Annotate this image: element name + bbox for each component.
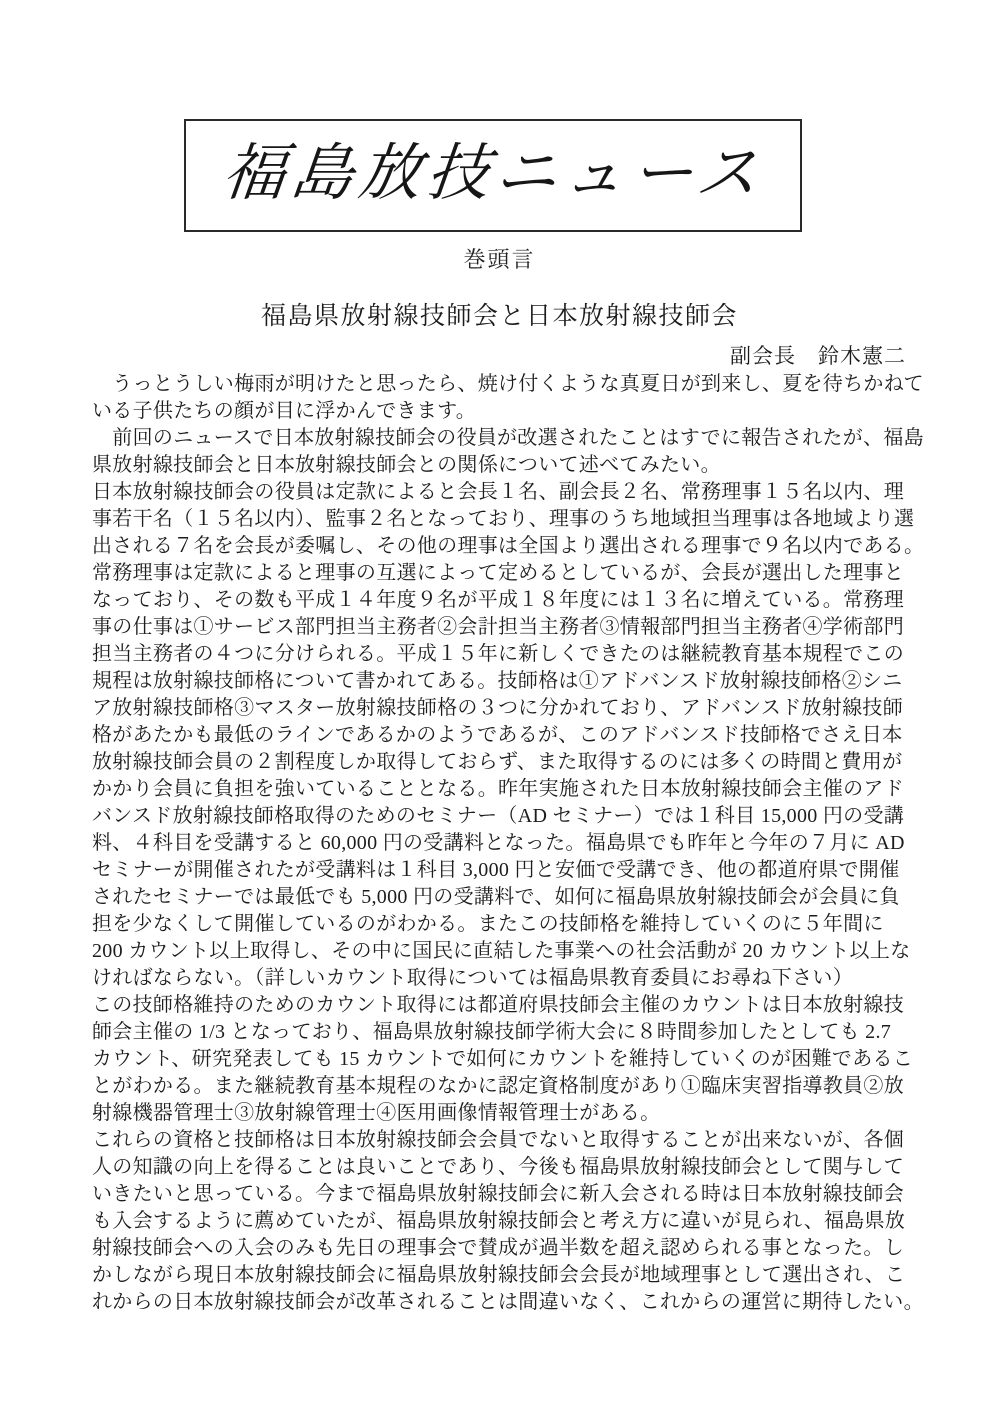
body-line: 事の仕事は①サービス部門担当主務者②会計担当主務者③情報部門担当主務者④学術部門 [92, 616, 904, 638]
body-line: 200 カウント以上取得し、その中に国民に直結した事業への社会活動が 20 カウント以上な [92, 940, 911, 962]
body-line: ア放射線技師格③マスター放射線技師格の３つに分かれており、アドバンスド放射線技師 [92, 697, 903, 719]
body-line: 放射線技師会員の２割程度しか取得しておらず、また取得するのには多くの時間と費用が [92, 751, 903, 773]
body-line: かかり会員に負担を強いていることとなる。昨年実施された日本放射線技師会主催のアド [92, 778, 904, 800]
body-line: 格があたかも最低のラインであるかのようであるが、このアドバンスド技師格でさえ日本 [92, 724, 903, 746]
body-line: 県放射線技師会と日本放射線技師会との関係について述べてみたい。 [92, 454, 721, 476]
body-line: バンスド放射線技師格取得のためのセミナー（AD セミナー）では１科目 15,000 円の受講 [92, 805, 905, 827]
article-body [92, 371, 925, 1316]
body-line: とがわかる。また継続教育基本規程のなかに認定資格制度があり①臨床実習指導教員②放 [92, 1075, 904, 1097]
body-line: されたセミナーでは最低でも 5,000 円の受講料で、如何に福島県放射線技師会が会員に負 [92, 886, 900, 908]
body-line: うっとうしい梅雨が明けたと思ったら、焼け付くような真夏日が到来し、夏を待ちかねて [92, 373, 924, 395]
body-line: 前回のニュースで日本放射線技師会の役員が改選されたことはすでに報告されたが、福島 [92, 427, 924, 449]
body-line: この技師格維持のためのカウント取得には都道府県技師会主催のカウントは日本放射線技 [92, 994, 904, 1016]
body-line: 人の知識の向上を得ることは良いことであり、今後も福島県放射線技師会として関与して [92, 1156, 904, 1178]
byline: 副会長 鈴木憲二 [730, 344, 906, 368]
body-line: 担を少なくして開催しているのがわかる。またこの技師格を維持していくのに５年間に [92, 913, 884, 935]
article-title: 福島県放射線技師会と日本放射線技師会 [260, 303, 738, 330]
body-line: ければならない。（詳しいカウント取得については福島県教育委員にお尋ね下さい） [92, 967, 853, 989]
body-line: 射線技師会への入会のみも先日の理事会で賛成が過半数を超え認められる事となった。し [92, 1237, 904, 1259]
body-line: 担当主務者の４つに分けられる。平成１５年に新しくできたのは継続教育基本規程でこの [92, 643, 904, 665]
body-line: 規程は放射線技師格について書かれてある。技師格は①アドバンスド放射線技師格②シニ [92, 670, 903, 692]
masthead-box [184, 119, 802, 232]
body-line: かしながら現日本放射線技師会に福島県放射線技師会会長が地域理事として選出され、こ [92, 1264, 906, 1286]
body-line: 日本放射線技師会の役員は定款によると会長１名、副会長２名、常務理事１５名以内、理 [92, 481, 904, 503]
body-line: 師会主催の 1/3 となっており、福島県放射線技師学術大会に８時間参加したとしても 2.7 [92, 1021, 892, 1043]
body-line: 事若干名（１５名以内）、監事２名となっており、理事のうち地域担当理事は各地域より選 [92, 508, 915, 530]
body-line: いる子供たちの顔が目に浮かんできます。 [92, 400, 477, 422]
body-line: も入会するように薦めていたが、福島県放射線技師会と考え方に違いが見られ、福島県放 [92, 1210, 906, 1232]
body-line: なっており、その数も平成１４年度９名が平成１８年度には１３名に増えている。常務理 [92, 589, 904, 611]
body-line: いきたいと思っている。今まで福島県放射線技師会に新入会される時は日本放射線技師会 [92, 1183, 904, 1205]
masthead-title: 福島放技ニュース [219, 140, 768, 208]
body-line: 射線機器管理士③放射線管理士④医用画像情報管理士がある。 [92, 1102, 661, 1124]
body-line: 出される７名を会長が委嘱し、その他の理事は全国より選出される理事で９名以内である。 [92, 535, 925, 557]
body-line: これらの資格と技師格は日本放射線技師会会員でないと取得することが出来ないが、各個 [92, 1129, 904, 1151]
body-line: カウント、研究発表しても 15 カウントで如何にカウントを維持していくのが困難であるこ [92, 1048, 914, 1070]
body-line: セミナーが開催されたが受講料は１科目 3,000 円と安価で受講でき、他の都道府県で開催 [92, 859, 900, 881]
body-line: 料、４科目を受講すると 60,000 円の受講料となった。福島県でも昨年と今年の７月に AD [92, 832, 905, 854]
section-heading: 巻頭言 [463, 247, 536, 272]
body-line: れからの日本放射線技師会が改革されることは間違いなく、これからの運営に期待したい。 [92, 1291, 924, 1313]
body-line: 常務理事は定款によると理事の互選によって定めるとしているが、会長が選出した理事と [92, 562, 904, 584]
